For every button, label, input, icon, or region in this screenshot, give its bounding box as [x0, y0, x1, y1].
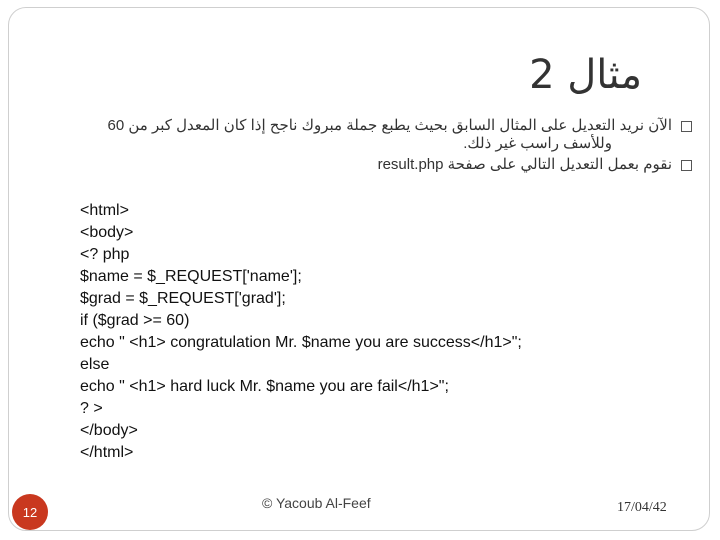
- code-line: echo " <h1> congratulation Mr. $name you are success</h1>";: [80, 334, 522, 351]
- code-line: echo " <h1> hard luck Mr. $name you are fail</h1>";: [80, 378, 449, 395]
- code-line: if ($grad >= 60): [80, 312, 190, 329]
- slide-title: مثال 2: [529, 52, 642, 98]
- bullet-2-line-1: نقوم بعمل التعديل التالي على صفحة result.php: [377, 156, 672, 173]
- code-line: <body>: [80, 224, 134, 241]
- code-line: <html>: [80, 202, 129, 219]
- footer-author: © Yacoub Al-Feef: [262, 495, 371, 511]
- bullet-marker: [681, 121, 692, 132]
- code-line: $grad = $_REQUEST['grad'];: [80, 290, 286, 307]
- bullet-1-line-2: وللأسف راسب غير ذلك.: [463, 135, 612, 152]
- code-line: </body>: [80, 422, 138, 439]
- bullet-1: [108, 116, 672, 152]
- slide-number: 12: [22, 504, 38, 520]
- slide-number-badge: [12, 494, 48, 530]
- code-line: else: [80, 356, 110, 373]
- code-line: <? php: [80, 246, 130, 263]
- code-line: $name = $_REQUEST['name'];: [80, 268, 302, 285]
- bullet-marker: [681, 160, 692, 171]
- bullet-2: [378, 155, 672, 173]
- footer-date: 17/04/42: [617, 500, 667, 515]
- bullet-1-line-1: الآن نريد التعديل على المثال السابق بحيث يطبع جملة مبروك ناجح إذا كان المعدل كبر من 60: [107, 117, 672, 134]
- code-line: ? >: [80, 400, 103, 417]
- code-line: </html>: [80, 444, 134, 461]
- code-block: [80, 178, 522, 486]
